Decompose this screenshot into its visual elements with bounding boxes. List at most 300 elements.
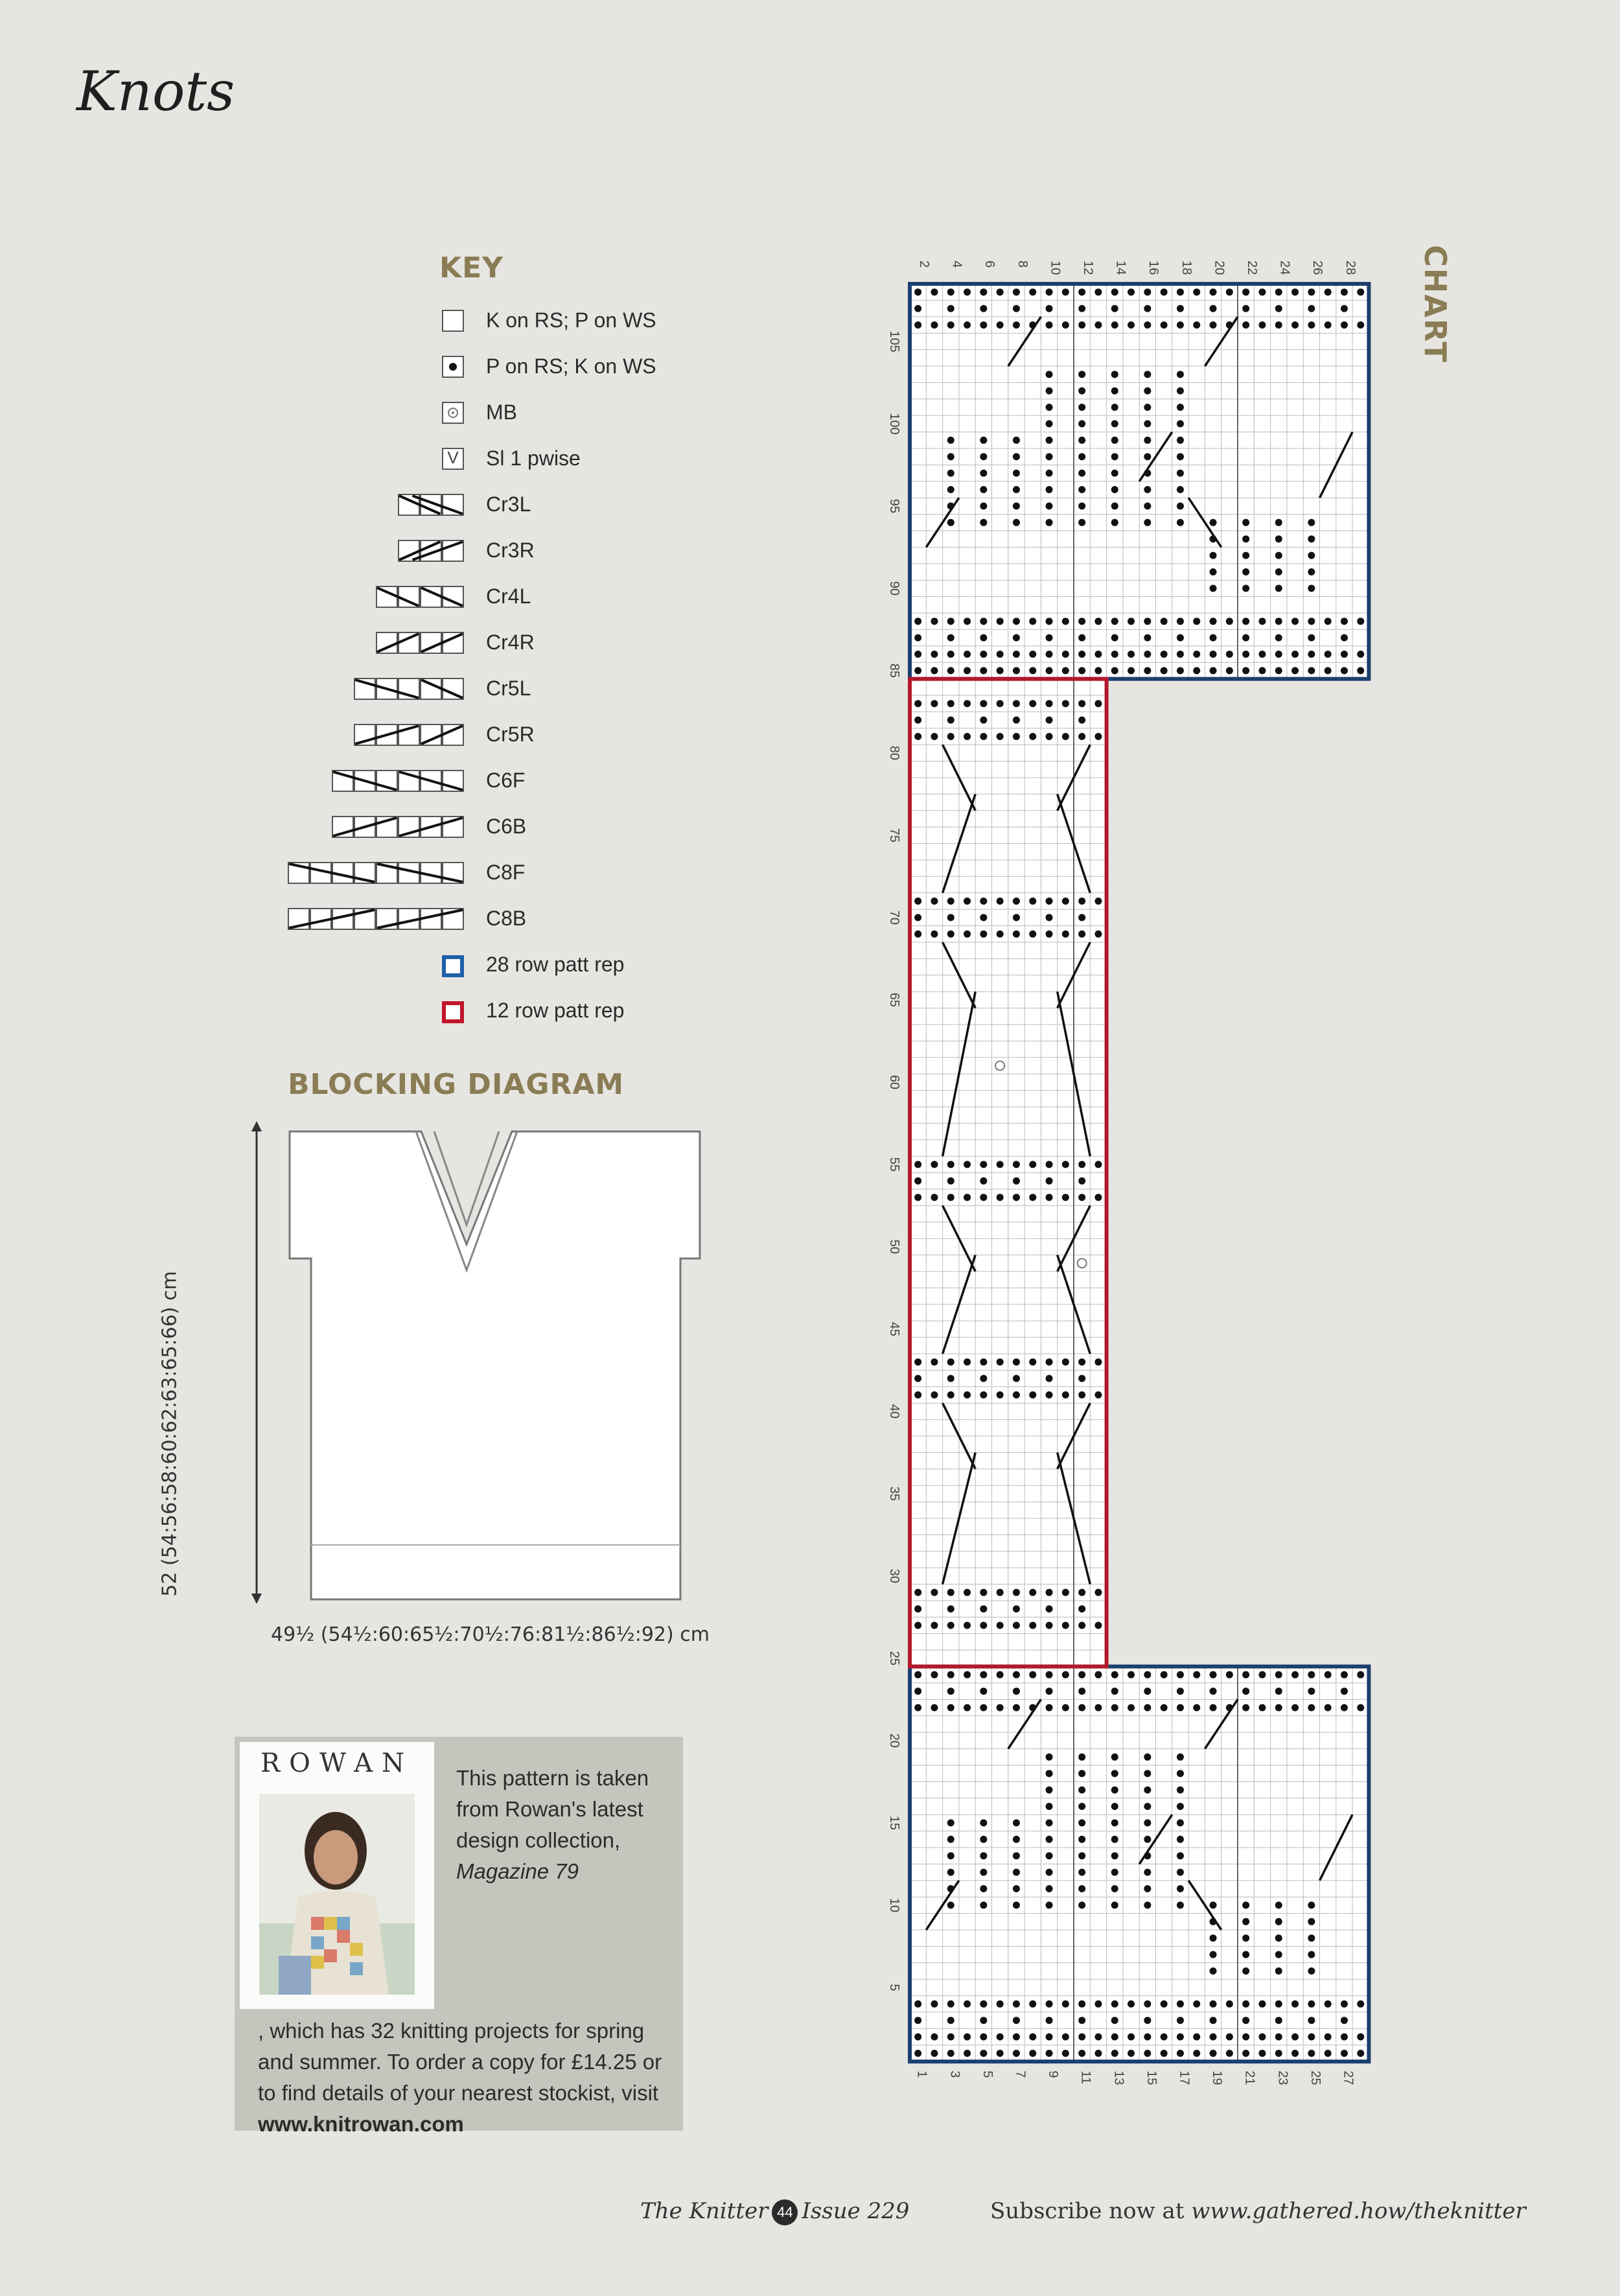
- purl-stitch: [1111, 2034, 1118, 2041]
- purl-stitch: [980, 1836, 987, 1843]
- purl-stitch: [980, 733, 987, 740]
- purl-stitch: [1308, 1671, 1315, 1678]
- purl-stitch: [1242, 1967, 1249, 1975]
- purl-stitch: [1275, 535, 1282, 542]
- purl-stitch: [1177, 1687, 1184, 1695]
- purl-stitch: [1308, 1934, 1315, 1942]
- key-item: [0, 352, 713, 383]
- rowan-link[interactable]: www.knitrowan.com: [258, 2112, 464, 2136]
- purl-stitch: [1177, 1869, 1184, 1876]
- purl-stitch: [1210, 2050, 1217, 2057]
- purl-stitch: [1258, 288, 1266, 296]
- purl-stitch: [1078, 2000, 1085, 2008]
- purl-stitch: [1128, 618, 1135, 625]
- purl-stitch: [1013, 700, 1020, 707]
- purl-stitch: [947, 1622, 955, 1629]
- purl-stitch: [1046, 1836, 1053, 1843]
- purl-stitch: [964, 1622, 971, 1629]
- key-item: [0, 766, 713, 797]
- purl-stitch: [997, 321, 1004, 329]
- purl-stitch: [1341, 2017, 1348, 2024]
- purl-stitch: [1210, 2034, 1217, 2041]
- row-tick: 55: [887, 1157, 901, 1172]
- key-item-label: C6B: [486, 815, 527, 838]
- purl-stitch: [1046, 2017, 1053, 2024]
- purl-stitch: [931, 1358, 938, 1365]
- purl-stitch: [1046, 437, 1053, 444]
- subscribe-link[interactable]: www.gathered.how/theknitter: [1191, 2198, 1526, 2224]
- purl-stitch: [1226, 651, 1233, 658]
- purl-stitch: [914, 321, 921, 329]
- purl-stitch: [1177, 470, 1184, 477]
- purl-stitch: [1177, 1787, 1184, 1794]
- purl-stitch: [964, 618, 971, 625]
- purl-stitch: [1094, 618, 1102, 625]
- purl-stitch: [964, 288, 971, 296]
- purl-stitch: [1029, 288, 1036, 296]
- purl-stitch: [914, 1671, 921, 1678]
- purl-stitch: [931, 618, 938, 625]
- purl-stitch: [1013, 914, 1020, 921]
- purl-stitch: [1144, 667, 1151, 674]
- row-tick: 75: [887, 828, 901, 843]
- purl-stitch: [947, 667, 955, 674]
- purl-stitch: [1357, 1671, 1364, 1678]
- rowan-logo: ROWAN: [260, 1748, 413, 1778]
- purl-stitch: [964, 667, 971, 674]
- purl-stitch: [1046, 1754, 1053, 1761]
- purl-stitch: [914, 1375, 921, 1382]
- purl-stitch: [947, 733, 955, 740]
- purl-stitch: [997, 1161, 1004, 1168]
- purl-stitch: [1046, 667, 1053, 674]
- cable-6-front-icon: [332, 770, 464, 792]
- repeat-box-red-icon: [442, 1000, 464, 1022]
- purl-stitch: [964, 2000, 971, 2008]
- purl-stitch: [947, 2000, 955, 2008]
- key-item-label: Cr3R: [486, 539, 535, 562]
- purl-stitch: [1161, 618, 1168, 625]
- purl-stitch: [1308, 305, 1315, 312]
- purl-stitch: [1078, 634, 1085, 642]
- purl-stitch: [1078, 1671, 1085, 1678]
- width-measurement: 49½ (54½:60:65½:70½:76:81½:86½:92) cm: [271, 1623, 710, 1646]
- column-tick-bottom: 13: [1111, 2070, 1126, 2085]
- purl-stitch: [1111, 502, 1118, 509]
- purl-stitch: [914, 898, 921, 905]
- purl-stitch: [1046, 1687, 1053, 1695]
- purl-stitch: [1242, 2050, 1249, 2057]
- purl-stitch: [964, 2050, 971, 2057]
- purl-stitch: [1013, 1391, 1020, 1398]
- purl-stitch: [1308, 1687, 1315, 1695]
- purl-stitch: [1242, 1951, 1249, 1958]
- purl-stitch: [1161, 2050, 1168, 2057]
- purl-stitch: [1062, 651, 1069, 658]
- row-tick: 15: [887, 1815, 901, 1831]
- purl-stitch: [1226, 2000, 1233, 2008]
- purl-stitch: [1046, 898, 1053, 905]
- row-tick: 65: [887, 992, 901, 1008]
- purl-stitch: [1308, 288, 1315, 296]
- purl-stitch: [997, 1194, 1004, 1201]
- purl-stitch: [1111, 1819, 1118, 1826]
- purl-stitch: [1062, 1358, 1069, 1365]
- purl-stitch: [1341, 651, 1348, 658]
- purl-stitch: [914, 651, 921, 658]
- purl-stitch: [1275, 618, 1282, 625]
- purl-stitch: [980, 618, 987, 625]
- purl-stitch: [947, 288, 955, 296]
- purl-stitch: [1013, 2000, 1020, 2008]
- purl-stitch: [1275, 2050, 1282, 2057]
- key-item: [0, 858, 713, 889]
- purl-stitch: [931, 898, 938, 905]
- purl-stitch: [1144, 634, 1151, 642]
- purl-stitch: [980, 1622, 987, 1629]
- purl-stitch: [947, 1589, 955, 1596]
- purl-stitch: [1046, 453, 1053, 460]
- purl-stitch: [1094, 1161, 1102, 1168]
- purl-stitch: [914, 634, 921, 642]
- purl-stitch: [914, 1589, 921, 1596]
- purl-stitch: [1144, 2017, 1151, 2024]
- purl-stitch: [931, 733, 938, 740]
- purl-stitch: [1046, 305, 1053, 312]
- purl-stitch: [1111, 1803, 1118, 1810]
- purl-stitch: [1275, 1951, 1282, 1958]
- purl-stitch: [1046, 700, 1053, 707]
- purl-stitch: [1210, 1934, 1217, 1942]
- purl-stitch: [1013, 651, 1020, 658]
- purl-stitch: [931, 321, 938, 329]
- blocking-diagram: [246, 1121, 713, 1614]
- purl-stitch: [1013, 1869, 1020, 1876]
- purl-stitch: [1210, 519, 1217, 526]
- purl-stitch: [1144, 1901, 1151, 1908]
- purl-stitch: [1144, 502, 1151, 509]
- purl-stitch: [1275, 585, 1282, 592]
- purl-stitch: [1325, 667, 1332, 674]
- purl-stitch: [1013, 898, 1020, 905]
- purl-stitch: [980, 2050, 987, 2057]
- purl-stitch: [980, 1177, 987, 1185]
- purl-stitch: [1013, 1622, 1020, 1629]
- purl-stitch: [1128, 1671, 1135, 1678]
- footer-magazine: The Knitter 44 Issue 229: [640, 2198, 910, 2224]
- purl-stitch: [1177, 667, 1184, 674]
- purl-stitch: [947, 1194, 955, 1201]
- purl-stitch: [1094, 2050, 1102, 2057]
- column-tick-top: 22: [1244, 261, 1259, 275]
- purl-stitch: [1029, 651, 1036, 658]
- purl-stitch: [1308, 535, 1315, 542]
- purl-stitch: [1210, 1671, 1217, 1678]
- purl-stitch: [1144, 305, 1151, 312]
- purl-stitch: [1177, 1704, 1184, 1711]
- purl-stitch: [980, 486, 987, 493]
- purl-stitch: [1111, 453, 1118, 460]
- purl-stitch: [1078, 1704, 1085, 1711]
- purl-stitch: [1078, 2050, 1085, 2057]
- purl-stitch: [1013, 1885, 1020, 1892]
- purl-stitch: [1193, 2000, 1200, 2008]
- purl-stitch: [914, 733, 921, 740]
- purl-stitch: [1144, 1819, 1151, 1826]
- purl-stitch: [997, 733, 1004, 740]
- purl-stitch: [914, 1194, 921, 1201]
- purl-stitch: [1078, 288, 1085, 296]
- purl-stitch: [1341, 2050, 1348, 2057]
- purl-stitch: [1111, 388, 1118, 395]
- purl-stitch: [1177, 634, 1184, 642]
- purl-stitch: [1242, 288, 1249, 296]
- purl-stitch: [1046, 2034, 1053, 2041]
- purl-stitch: [1144, 1869, 1151, 1876]
- purl-stitch: [947, 618, 955, 625]
- purl-stitch: [1144, 1836, 1151, 1843]
- purl-stitch: [931, 1704, 938, 1711]
- purl-stitch: [1013, 1671, 1020, 1678]
- key-list: [0, 306, 713, 1038]
- purl-stitch: [1094, 288, 1102, 296]
- purl-stitch: [1111, 519, 1118, 526]
- key-item-label: P on RS; K on WS: [486, 354, 656, 378]
- purl-stitch: [1013, 1358, 1020, 1365]
- purl-stitch: [1062, 1194, 1069, 1201]
- purl-stitch: [1046, 1803, 1053, 1810]
- purl-stitch: [947, 2050, 955, 2057]
- purl-stitch: [1258, 2034, 1266, 2041]
- purl-stitch: [1210, 618, 1217, 625]
- key-item-label: Cr3L: [486, 493, 531, 516]
- purl-stitch: [1111, 2000, 1118, 2008]
- purl-stitch: [1275, 1967, 1282, 1975]
- purl-stitch: [980, 1605, 987, 1612]
- purl-stitch: [1046, 486, 1053, 493]
- purl-stitch: [1128, 2000, 1135, 2008]
- purl-stitch: [1291, 321, 1299, 329]
- purl-stitch: [1193, 2050, 1200, 2057]
- purl-stitch: [1258, 618, 1266, 625]
- purl-stitch: [1242, 1704, 1249, 1711]
- purl-stitch: [914, 305, 921, 312]
- purl-stitch: [1291, 1671, 1299, 1678]
- purl-stitch: [997, 618, 1004, 625]
- purl-stitch: [1144, 437, 1151, 444]
- purl-stitch: [964, 321, 971, 329]
- purl-stitch: [1111, 1901, 1118, 1908]
- row-tick: 10: [887, 1897, 901, 1913]
- purl-stitch: [1325, 2000, 1332, 2008]
- purl-stitch: [1193, 1704, 1200, 1711]
- purl-stitch: [931, 1194, 938, 1201]
- purl-stitch: [1078, 1589, 1085, 1596]
- purl-stitch: [1275, 288, 1282, 296]
- purl-stitch: [1062, 2000, 1069, 2008]
- key-item-label: Cr5L: [486, 677, 531, 700]
- purl-stitch: [1013, 1589, 1020, 1596]
- purl-stitch: [1177, 1901, 1184, 1908]
- purl-stitch: [980, 634, 987, 642]
- purl-stitch: [1210, 305, 1217, 312]
- column-tick-top: 20: [1212, 261, 1227, 275]
- purl-stitch: [1210, 667, 1217, 674]
- purl-stitch: [1046, 1391, 1053, 1398]
- purl-stitch: [1013, 321, 1020, 329]
- purl-stitch: [1046, 1885, 1053, 1892]
- purl-stitch: [1177, 388, 1184, 395]
- mb-square-icon: [442, 402, 464, 424]
- purl-stitch: [1094, 2000, 1102, 2008]
- purl-stitch: [1144, 486, 1151, 493]
- purl-stitch: [1013, 1687, 1020, 1695]
- purl-stitch: [1161, 651, 1168, 658]
- purl-stitch: [1226, 667, 1233, 674]
- purl-stitch: [1078, 486, 1085, 493]
- purl-stitch: [1341, 2000, 1348, 2008]
- purl-stitch: [1062, 288, 1069, 296]
- purl-stitch: [1029, 2034, 1036, 2041]
- purl-stitch: [980, 898, 987, 905]
- row-tick: 5: [887, 1984, 901, 1991]
- purl-stitch: [1308, 552, 1315, 559]
- purl-stitch: [1242, 618, 1249, 625]
- purl-stitch: [914, 914, 921, 921]
- purl-stitch: [980, 1885, 987, 1892]
- purl-stitch: [964, 1589, 971, 1596]
- purl-stitch: [1357, 667, 1364, 674]
- purl-stitch: [1308, 1918, 1315, 1925]
- purl-stitch: [1242, 1918, 1249, 1925]
- purl-stitch: [1013, 733, 1020, 740]
- purl-stitch: [1094, 931, 1102, 938]
- purl-stitch: [964, 733, 971, 740]
- purl-stitch: [947, 305, 955, 312]
- purl-stitch: [1013, 519, 1020, 526]
- purl-stitch: [1078, 1803, 1085, 1810]
- purl-stitch: [1046, 288, 1053, 296]
- column-tick-top: 10: [1048, 261, 1063, 275]
- purl-stitch: [1291, 618, 1299, 625]
- column-tick-bottom: 25: [1308, 2070, 1323, 2085]
- purl-stitch: [1308, 634, 1315, 642]
- purl-stitch: [1046, 1852, 1053, 1859]
- purl-stitch: [1062, 700, 1069, 707]
- purl-stitch: [1177, 502, 1184, 509]
- purl-stitch: [1078, 1852, 1085, 1859]
- key-item: [0, 628, 713, 659]
- purl-stitch: [1013, 305, 1020, 312]
- purl-stitch: [947, 1358, 955, 1365]
- purl-stitch: [980, 1375, 987, 1382]
- purl-stitch: [1078, 717, 1085, 724]
- purl-stitch: [1046, 1770, 1053, 1777]
- purl-stitch: [980, 1869, 987, 1876]
- purl-stitch: [1325, 321, 1332, 329]
- purl-stitch: [1226, 288, 1233, 296]
- purl-stitch: [947, 1687, 955, 1695]
- purl-stitch: [1357, 1704, 1364, 1711]
- key-item-label: C8F: [486, 861, 526, 884]
- purl-stitch: [931, 1589, 938, 1596]
- purl-stitch: [1258, 2050, 1266, 2057]
- purl-stitch: [1111, 618, 1118, 625]
- purl-stitch: [914, 700, 921, 707]
- purl-stitch: [947, 717, 955, 724]
- purl-stitch: [1111, 288, 1118, 296]
- key-item-label: 28 row patt rep: [486, 953, 625, 976]
- purl-stitch: [1210, 634, 1217, 642]
- purl-stitch: [1341, 1704, 1348, 1711]
- purl-stitch: [1046, 914, 1053, 921]
- purl-stitch: [1325, 2034, 1332, 2041]
- purl-stitch: [914, 288, 921, 296]
- column-tick-top: 14: [1113, 261, 1128, 275]
- purl-stitch: [980, 1161, 987, 1168]
- purl-stitch: [1242, 1934, 1249, 1942]
- purl-stitch: [997, 2050, 1004, 2057]
- key-item-label: Cr5R: [486, 723, 535, 746]
- purl-stitch: [1161, 2034, 1168, 2041]
- purl-stitch: [1210, 1704, 1217, 1711]
- purl-stitch: [1078, 305, 1085, 312]
- purl-stitch: [1177, 2017, 1184, 2024]
- purl-stitch: [1078, 898, 1085, 905]
- purl-stitch: [1308, 651, 1315, 658]
- column-tick-top: 16: [1146, 261, 1161, 275]
- purl-stitch: [980, 1901, 987, 1908]
- purl-stitch: [1111, 1704, 1118, 1711]
- purl-stitch: [947, 321, 955, 329]
- purl-stitch: [1046, 1589, 1053, 1596]
- repeat-box-blue-icon: [442, 954, 464, 976]
- purl-stitch: [1242, 2017, 1249, 2024]
- purl-stitch: [1111, 486, 1118, 493]
- magazine-name: Magazine 79: [456, 1859, 579, 1883]
- purl-stitch: [1013, 502, 1020, 509]
- purl-stitch: [1078, 931, 1085, 938]
- purl-stitch: [980, 305, 987, 312]
- purl-stitch: [1094, 1704, 1102, 1711]
- purl-stitch: [1111, 1687, 1118, 1695]
- purl-stitch: [1046, 634, 1053, 642]
- row-tick: 25: [887, 1651, 901, 1666]
- purl-stitch: [1111, 1869, 1118, 1876]
- row-tick: 105: [887, 330, 901, 353]
- purl-stitch: [1226, 618, 1233, 625]
- purl-stitch: [1177, 404, 1184, 411]
- column-tick-top: 8: [1015, 261, 1030, 268]
- purl-stitch: [914, 2017, 921, 2024]
- purl-stitch: [997, 1589, 1004, 1596]
- purl-stitch: [1275, 667, 1282, 674]
- purl-stitch: [1046, 1901, 1053, 1908]
- cable-8-front-icon: [288, 862, 464, 884]
- purl-stitch: [1161, 2000, 1168, 2008]
- purl-stitch: [1308, 568, 1315, 575]
- purl-stitch: [1291, 651, 1299, 658]
- purl-stitch: [1177, 2034, 1184, 2041]
- column-tick-bottom: 9: [1046, 2070, 1061, 2078]
- purl-stitch: [931, 651, 938, 658]
- purl-stitch: [1325, 1671, 1332, 1678]
- purl-stitch: [947, 2034, 955, 2041]
- purl-stitch: [1357, 2000, 1364, 2008]
- purl-stitch: [947, 470, 955, 477]
- purl-stitch: [980, 914, 987, 921]
- column-tick-bottom: 23: [1275, 2070, 1290, 2085]
